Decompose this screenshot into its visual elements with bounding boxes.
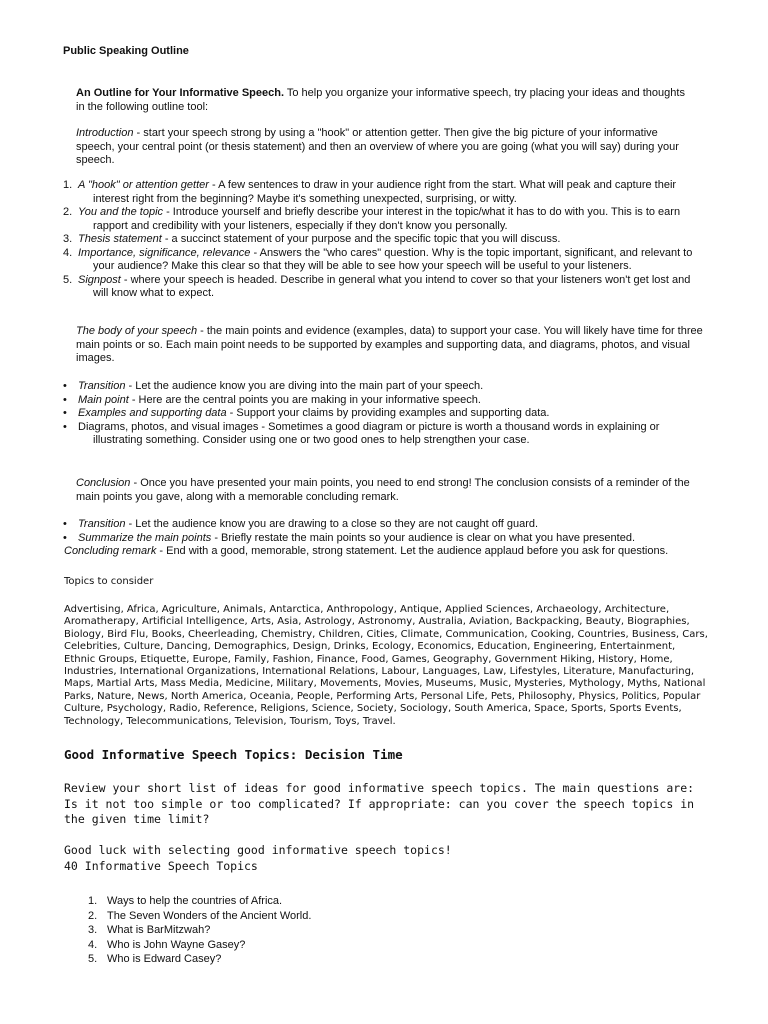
- page-title: Public Speaking Outline: [63, 45, 189, 57]
- conclusion-paragraph: [76, 477, 706, 504]
- intro-paragraph: [76, 87, 696, 168]
- list-item: • Examples and supporting data - Support your claims by providing examples and supporting data.: [63, 407, 550, 419]
- body-paragraph: [76, 325, 706, 366]
- list-item: • Transition - Let the audience know you are diving into the main part of your speech.: [63, 380, 484, 392]
- list-item: • Transition - Let the audience know you are drawing to a close so they are not caught off guard.: [63, 518, 539, 530]
- introduction-label: Introduction: [76, 127, 134, 139]
- list-item: 5. Who is Edward Casey?: [88, 953, 222, 965]
- forty-topics-heading: 40 Informative Speech Topics: [64, 858, 258, 873]
- intro-text: To help you organize your informative speech, try placing your ideas and thoughts in the following outline tool:: [76, 87, 685, 113]
- list-item: 3. Thesis statement - a succinct statement of your purpose and the specific topic that you will discuss.: [63, 233, 561, 245]
- topics-paragraph: Advertising, Africa, Agriculture, Animals, Antarctica, Anthropology, Antique, Applied Sciences, Archaeology, Architecture, Aromatherapy, Artificial Intelligence, Arts, Asia, Astrology, Astronomy, Australia, Aviation, Backpacking, Beauty, Biographies, Biology, Bird Flu, Books, Cheerleading, Chemistry, Children, Cities, Climate, Communication, Cooking, Countries, Business, Cars, Celebrities, Culture, Dancing, Demographics, Design, Drinks, Ecology, Economics, Education, Engineering, Entertainment, Ethnic Groups, Etiquette, Europe, Family, Fashion, Finance, Food, Games, Geography, Government Hiking, History, Home, Industries, International Organizations, International Relations, Labour, Languages, Law, Lifestyles, Literature, Manufacturing, Maps, Martial Arts, Mass Media, Medicine, Military, Movements, Movies, Museums, Music, Mysteries, Mythology, Myths, National Parks, Nature, News, North America, Oceania, People, Performing Arts, Personal Life, Pets, Philosophy, Physics, Politics, Popular Culture, Psychology, Radio, Reference, Religions, Science, Society, Sociology, South America, Space, Sports, Sports Events, Technology, Telecommunications, Television, Tourism, Toys, Travel.: [64, 604, 708, 727]
- introduction-text: - start your speech strong by using a "hook" or attention getter. Then give the big picture of your informative speech, your central point (or thesis statement) and then an overview of where you are going (what you will say) during your speech.: [76, 127, 679, 166]
- review-paragraph: Review your short list of ideas for good informative speech topics. The main questions are: Is it not too simple or too complicated? If appropriate: can you cover the speech topics in the given time limit?: [64, 781, 695, 826]
- list-item: • Diagrams, photos, and visual images - Sometimes a good diagram or picture is worth a thousand words in explaining or illustrating something. Consider using one or two good ones to help strengthen your case.: [63, 420, 660, 446]
- conclusion-text: - Once you have presented your main points, you need to end strong! The conclusion consists of a reminder of the main points you gave, along with a memorable concluding remark.: [76, 477, 690, 503]
- list-item: 4. Who is John Wayne Gasey?: [88, 938, 246, 951]
- topics-heading: Topics to consider: [64, 576, 154, 587]
- list-item: 2. The Seven Wonders of the Ancient World.: [88, 909, 312, 922]
- list-item: 1. Ways to help the countries of Africa.: [88, 895, 283, 907]
- introduction-outline-list: [48, 179, 708, 301]
- forty-topics-list: [88, 894, 311, 967]
- list-item: • Summarize the main points - Briefly restate the main points so your audience is clear on what you have presented.: [63, 531, 636, 544]
- body-text: - the main points and evidence (examples, data) to support your case. You will likely have time for three main points or so. Each main point needs to be supported by examples and supporting data, and diagrams, photos, and visual images.: [76, 325, 703, 364]
- decision-heading: Good Informative Speech Topics: Decision Time: [64, 747, 403, 762]
- list-item: 2. You and the topic - Introduce yourself and briefly describe your interest in the topic/what it has to do with you. This is to earn rapport and credibility with your listeners, especially if they don't know you personally.: [63, 206, 681, 232]
- body-label: The body of your speech: [76, 325, 198, 337]
- list-item: 3. What is BarMitzwah?: [88, 924, 211, 936]
- intro-heading: An Outline for Your Informative Speech.: [76, 87, 285, 99]
- list-item: 4. Importance, significance, relevance - Answers the "who cares" question. Why is the topic important, significant, and relevant to your audience? Make this clear so that they will be able to see how your speech will be useful to your listeners.: [63, 246, 693, 272]
- list-item: 1. A "hook" or attention getter - A few sentences to draw in your audience right from the start. What will peak and capture their interest right from the beginning? Maybe it's something unexpected, surprising, or witty.: [63, 179, 677, 205]
- body-bullet-list: [48, 380, 708, 448]
- concluding-remark: Concluding remark - End with a good, memorable, strong statement. Let the audience applaud before you ask for questions.: [64, 545, 669, 557]
- conclusion-label: Conclusion: [76, 477, 131, 489]
- good-luck-text: Good luck with selecting good informative speech topics! 40 Informative Speech Topics: [64, 843, 714, 874]
- list-item: • Main point - Here are the central points you are making in your informative speech.: [63, 393, 481, 406]
- conclusion-bullet-list: [48, 518, 708, 545]
- list-item: 5. Signpost - where your speech is headed. Describe in general what you intend to cover so that your listeners won't get lost and will know what to expect.: [63, 273, 691, 299]
